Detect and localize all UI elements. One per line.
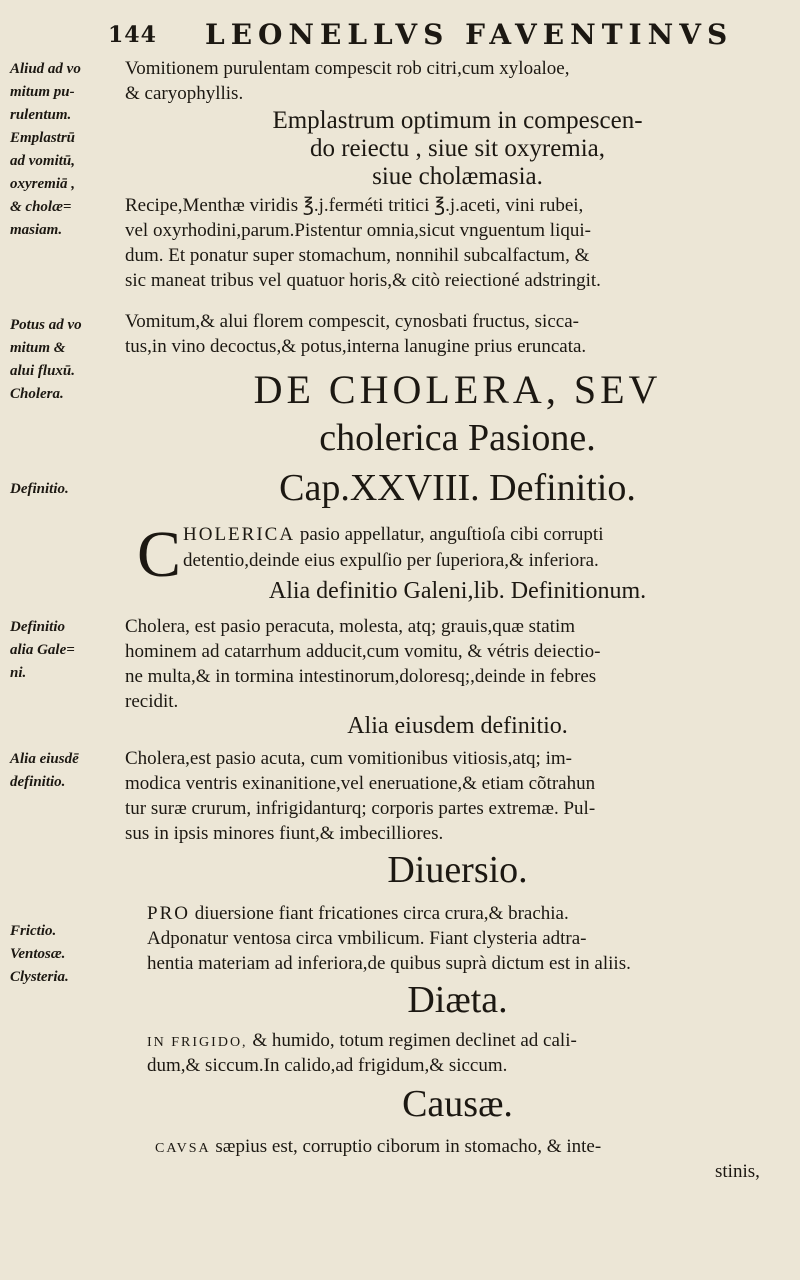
text-line: Cholera,est pasio acuta, cum vomitionibus vitiosis,atq; im- [125,748,572,769]
margin-line: Frictio. [10,923,57,939]
page-header [0,16,800,56]
margin-line: ad vomitū, [10,153,76,169]
text-line: Adponatur ventosa circa vmbilicum. Fiant clysteria adtra- [147,928,587,949]
section-heading-diaeta: Diæta. [407,979,508,1021]
text-line [147,902,569,926]
text-line: dum. Et ponatur super stomachum, nonnihil subcalfactum, & [125,245,590,266]
text-span: diuersione fiant fricationes circa crura,& brachia. [189,903,569,924]
margin-line: & cholæ= [10,199,72,215]
chapter-subtitle: cholerica Pasione. [319,417,596,459]
margin-line: Alia eiusdē [10,751,79,767]
margin-note-potus [10,314,122,406]
text-line [155,1135,601,1161]
section-heading-causae: Causæ. [402,1083,513,1125]
margin-line: mitum pu- [10,84,75,100]
text-line: Vomitum,& alui florem compescit, cynosbati fructus, sicca- [125,311,579,332]
margin-note-alia-definitio [10,748,122,794]
margin-line: Cholera. [10,386,64,402]
chapter-number: Cap.XXVIII. Definitio. [279,467,636,509]
running-title: LEONELLVS FAVENTINVS [205,18,734,51]
margin-line: Potus ad vo [10,317,82,333]
text-line [183,523,604,547]
margin-line: Aliud ad vo [10,61,81,77]
margin-line: alia Gale= [10,642,75,658]
text-line: sic maneat tribus vel quatuor horis,& citò reiectioné adstringit. [125,270,601,291]
margin-line: ni. [10,665,27,681]
margin-line: Emplastrū [10,130,76,146]
text-line: Recipe,Menthæ viridis ℥.j.ferméti tritici ℥.j.aceti, vini rubei, [125,195,584,216]
text-line: Cholera, est pasio peracuta, molesta, atq; grauis,quæ statim [125,616,576,637]
margin-line: alui fluxū. [10,363,76,379]
margin-line: Definitio [10,619,65,635]
text-line: hominem ad catarrhum adducit,cum vomitu, & vétris deiectio- [125,641,601,662]
text-line [147,1029,577,1055]
text-line: vel oxyrhodini,parum.Pistentur omnia,sicut vnguentum liqui- [125,220,591,241]
chapter-title: DE CHOLERA, SEV [253,367,662,412]
text-line: dum,& siccum.In calido,ad frigidum,& siccum. [147,1055,508,1076]
emplastrum-heading-2: do reiectu , siue sit oxyremia, [309,135,606,162]
text-line: modica ventris exinanitione,vel eneruatione,& etiam cõtrahun [125,773,596,794]
definitio-galeni-heading: Alia definitio Galeni,lib. Definitionum. [268,578,647,604]
text-line: ne multa,& in tormina intestinorum,doloresq;,deinde in febres [125,666,597,687]
text-line: hentia materiam ad inferiora,de quibus suprà dictum est in aliis. [147,953,631,974]
text-line: tur suræ crurum, infrigidanturq; corporis partes extremæ. Pul- [125,798,596,819]
page-number: 144 [108,22,157,48]
section-heading-diuersio: Diuersio. [387,849,528,891]
text-span: sæpius est, corruptio ciborum in stomacho, & inte- [210,1136,602,1157]
text-smallcaps: PRO [147,903,190,924]
margin-note-frictio [10,920,122,989]
margin-line: masiam. [10,222,63,238]
text-line: tus,in vino decoctus,& potus,interna lanugine prius eruncata. [125,336,587,357]
margin-note-definitio-galeni [10,616,122,685]
margin-line: mitum & [10,340,66,356]
text-line: stinis, [715,1161,760,1182]
margin-line: Ventosæ. [10,946,66,962]
emplastrum-heading-3: siue cholæmasia. [372,163,543,190]
alia-definitio-heading: Alia eiusdem definitio. [347,713,568,739]
drop-cap: C [137,518,182,591]
text-smallcaps: CAVSA [155,1141,211,1156]
text-span: pasio appellatur, anguſtioſa cibi corrupti [295,524,604,545]
margin-line: Clysteria. [10,969,69,985]
text-line: detentio,deinde eius expulſio per ſuperiora,& inferiora. [183,550,599,571]
margin-line: definitio. [10,774,66,790]
text-smallcaps: HOLERICA [183,524,296,545]
text-line: & caryophyllis. [125,83,244,104]
text-span: & humido, totum regimen declinet ad cali- [247,1030,577,1051]
margin-line: oxyremiā , [10,176,75,192]
margin-note-definitio [10,478,122,501]
emplastrum-heading: Emplastrum optimum in compescen- [272,107,643,134]
margin-line: rulentum. [10,107,72,123]
text-line: sus in ipsis minores fiunt,& imbecilliores. [125,823,444,844]
margin-note-emplastrum [10,58,122,242]
margin-line: Definitio. [10,481,69,497]
text-line: Vomitionem purulentam compescit rob citri,cum xyloaloe, [125,58,570,79]
text-line: recidit. [125,691,179,712]
text-smallcaps: IN FRIGIDO, [147,1035,248,1050]
